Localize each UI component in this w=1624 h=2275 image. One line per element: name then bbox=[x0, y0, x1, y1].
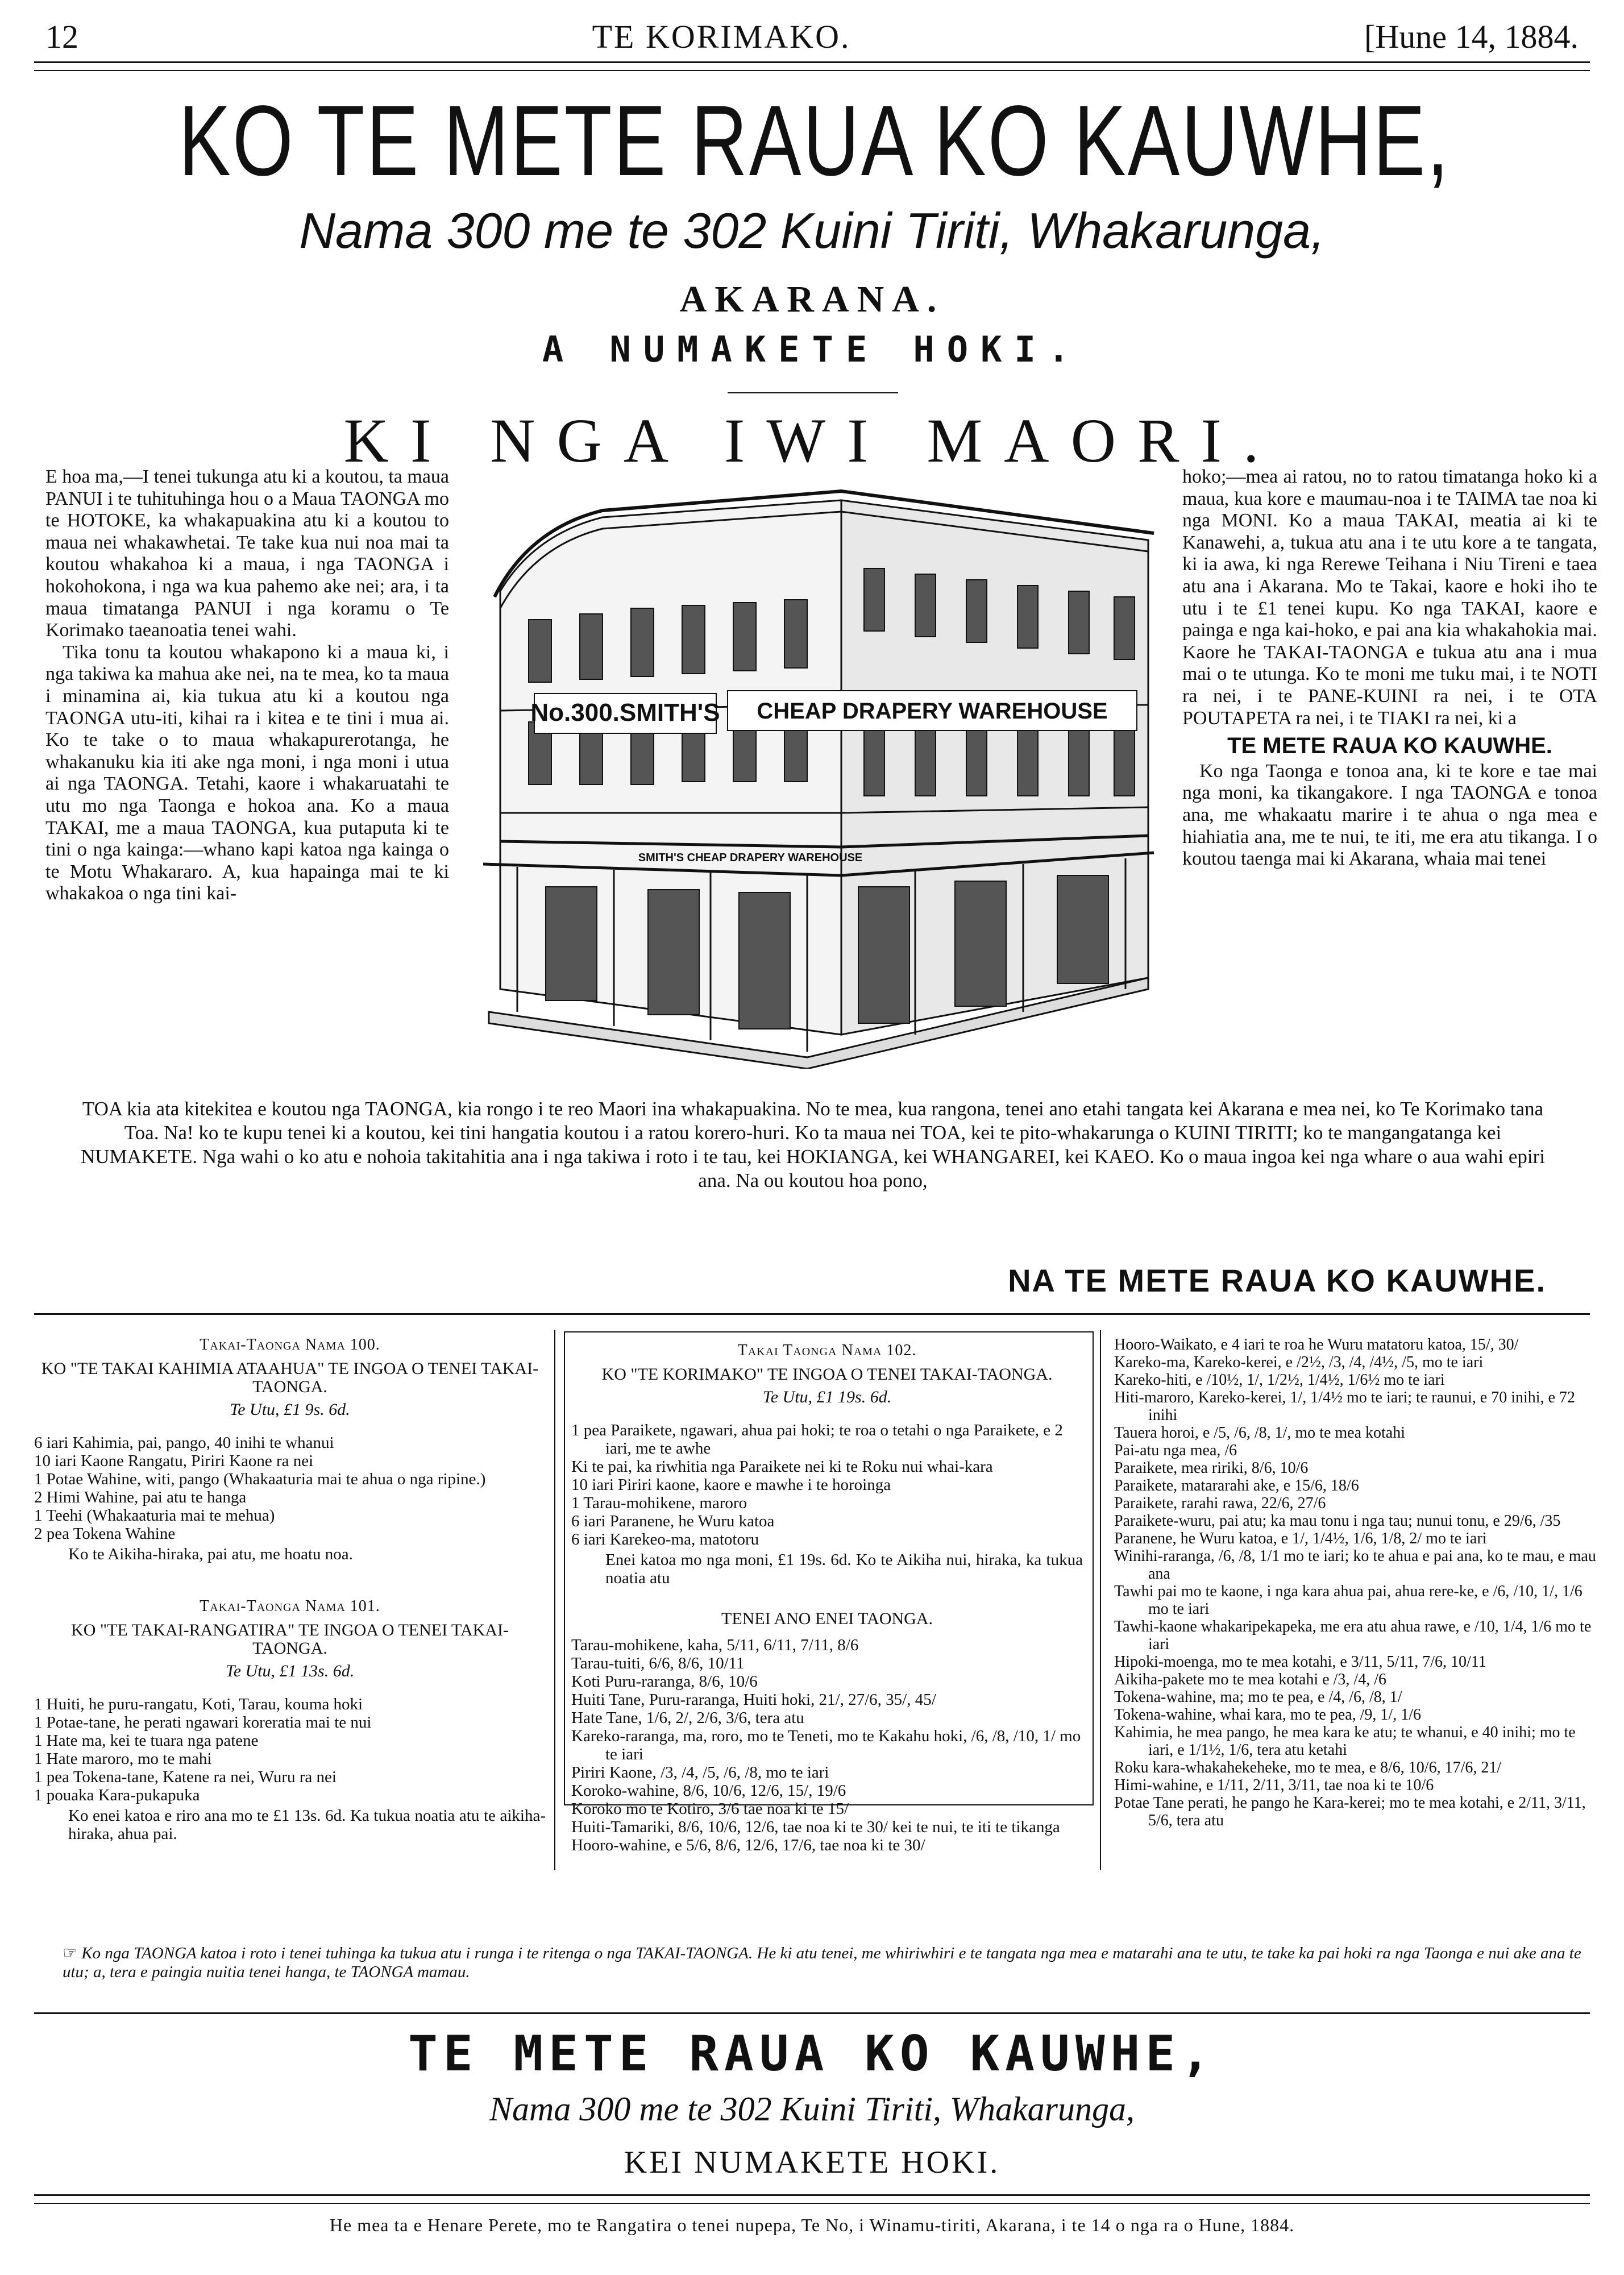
parcel-price: Te Utu, £1 9s. 6d. bbox=[230, 1400, 350, 1419]
column-rule bbox=[1100, 1330, 1101, 1870]
parcel-note: Ko te Aikiha-hiraka, pai atu, me hoatu noa. bbox=[68, 1545, 353, 1563]
list-item: 1 pea Paraikete, ngawari, ahua pai hoki; te roa o tetahi o nga Paraikete, e 2 iari, me te awhe bbox=[571, 1421, 1063, 1458]
imprint-rule bbox=[34, 2194, 1590, 2204]
pointing-hand-icon: ☞ bbox=[63, 1944, 82, 1962]
list-item: 1 Hate maroro, mo te mahi bbox=[34, 1750, 212, 1768]
parcel-number: Takai-Taonga Nama 101. bbox=[200, 1597, 380, 1615]
list-item: Tauera horoi, e /5, /6, /8, 1/, mo te mea kotahi bbox=[1114, 1424, 1406, 1442]
continuation-paragraph: TOA kia ata kitekitea e koutou nga TAONGA, kia rongo i te reo Maori ina whakapuakina. No te mea, kua rangona, tenei ano etahi tangata kei Akarana e mea nei, ko Te Korimako tana Toa. Na! ko te kupu tenei ki a koutou, kei tini hangatia koutou i a ratou korero-huri. Ko ta maua nei TOA, kei te pito-whakarunga o KUINI TIRITI; ko te mangangatanga kei NUMAKETE. Nga wahi o ko atu e nohoia takitahitia ana i nga takiwa i roto i te tau, kei HOKIANGA, kei WHANGAREI, kei KAEO. Ko o maua ingoa kei nga whare o aua wahi epiri ana. Na ou koutou hoa pono, bbox=[80, 1098, 1546, 1192]
list-item: Tarau-mohikene, kaha, 5/11, 6/11, 7/11, 8/6 bbox=[571, 1636, 859, 1654]
list-item: Paranene, he Wuru katoa, e 1/, 1/4½, 1/6, 1/8, 2/ mo te iari bbox=[1114, 1530, 1487, 1547]
list-item: 1 Potae Wahine, witi, pango (Whakaaturia mai te ahua o nga ripine.) bbox=[34, 1470, 486, 1488]
list-item: Tawhi pai mo te kaone, i nga kara ahua pai, ahua rere-ke, e /6, /10, 1/, 1/6 mo te iari bbox=[1114, 1583, 1583, 1618]
list-item: 1 Teehi (Whakaaturia mai te mehua) bbox=[34, 1506, 275, 1525]
list-item: Koroko-wahine, 8/6, 10/6, 12/6, 15/, 19/6 bbox=[571, 1782, 846, 1800]
list-item: Paraikete, rarahi rawa, 22/6, 27/6 bbox=[1114, 1494, 1326, 1512]
footnote bbox=[63, 1944, 1597, 1982]
list-item: 1 pouaka Kara-pukapuka bbox=[34, 1786, 200, 1804]
list-item: 6 iari Karekeo-ma, matotoru bbox=[571, 1530, 759, 1549]
footer-title: TE METE RAUA KO KAUWHE, bbox=[408, 2025, 1216, 2082]
list-item: Koti Puru-raranga, 8/6, 10/6 bbox=[571, 1672, 758, 1691]
left-paragraph: E hoa ma,—I tenei tukunga atu ki a koutou, ta maua PANUI i te tuhituhinga hou o a Maua TAONGA mo te HOTOKE, ka whakapuakina atu ki a koutou to maua nei whakawhetai. Te take kua nui noa mai ta koutou whakahoa ki a maua, i nga TAONGA i hokohokona, i nga wa kua pahemo ake nei; ara, i ta maua timatanga PANUI i nga koramu o Te Korimako taeanoatia tenei wahi. bbox=[45, 466, 450, 641]
other-goods-heading: TENEI ANO ENEI TAONGA. bbox=[721, 1609, 933, 1628]
running-head bbox=[45, 10, 1579, 56]
mid-rule bbox=[34, 1313, 1590, 1315]
issue-date: [Hune 14, 1884. bbox=[1364, 18, 1579, 55]
list-item: 1 Hate ma, kei te tuara nga patene bbox=[34, 1732, 259, 1750]
list-item: Koroko mo te Kotiro, 3/6 tae noa ki te 15/ bbox=[571, 1800, 849, 1818]
left-paragraph: Tika tonu ta koutou whakapono ki a maua ki, i nga takiwa ka mahua ake nei, na te mea, ko ta maua i minamina ai, kia tukua atu ki a koutou nga TAONGA utu-iti, kihai ra i kitea e te tini i mua ai. Ko te take o to maua whakapurerotanga, he whakanuku kia iti ake nga moni, i nga moni i utua ai nga TAONGA. Tetahi, kaore i whakaruatahi te utu mo nga Taonga e hokoa ana. Ko a maua TAKAI, me a maua TAONGA, kua putaputa ki te tini o nga kainga:—whano kapi katoa nga kainga o te Motu Whakararo. A, kua hapainga mai te ki whakakoa o nga tini kai- bbox=[45, 641, 449, 904]
masthead-city: AKARANA. bbox=[679, 279, 945, 320]
lower-sign: SMITH'S CHEAP DRAPERY WAREHOUSE bbox=[638, 852, 863, 864]
parcel-number: Takai-Taonga Nama 100. bbox=[200, 1336, 380, 1354]
list-item: 6 iari Paranene, he Wuru katoa bbox=[571, 1512, 775, 1530]
right-paragraph: Ko nga Taonga e tonoa ana, ki te kore e tae mai nga moni, ka tikangakore. I nga TAONGA e tonoa ana, me whakaatu marire i te ahua o nga mea e hiahiatia ana, me te nui, te iti, me era atu tikanga. I o koutou taenga mai ki Akarana, whaia mai tenei bbox=[1182, 760, 1597, 870]
price-list-right bbox=[1114, 1336, 1603, 1829]
list-item: Kareko-hiti, e /10½, 1/, 1/2½, 1/4½, 1/6½ mo te iari bbox=[1114, 1371, 1445, 1389]
list-item: Huiti-Tamariki, 8/6, 10/6, 12/6, tae noa ki te 30/ kei te nui, te iti te tikanga bbox=[571, 1818, 1060, 1836]
footer-address: Nama 300 me te 302 Kuini Tiriti, Whakarunga, bbox=[489, 2090, 1135, 2128]
parcel-note: Enei katoa mo nga moni, £1 19s. 6d. Ko te Aikiha nui, hiraka, ka tukua noatia atu bbox=[605, 1551, 1083, 1587]
list-item: Huiti Tane, Puru-raranga, Huiti hoki, 21/, 27/6, 35/, 45/ bbox=[571, 1691, 936, 1709]
parcel-list-100 bbox=[34, 1336, 546, 1843]
list-item: Tarau-tuiti, 6/6, 8/6, 10/11 bbox=[571, 1654, 745, 1672]
parcel-price: Te Utu, £1 19s. 6d. bbox=[762, 1388, 892, 1406]
list-item: 6 iari Kahimia, pai, pango, 40 inihi te whanui bbox=[34, 1434, 334, 1452]
list-item: Paraikete, mea ririki, 8/6, 10/6 bbox=[1114, 1459, 1309, 1477]
masthead-address: Nama 300 me te 302 Kuini Tiriti, Whakarunga, bbox=[299, 202, 1325, 259]
parcel-title: KO "TE TAKAI KAHIMIA ATAAHUA" TE INGOA O TENEI TAKAI-TAONGA. bbox=[41, 1359, 539, 1396]
column-rule bbox=[554, 1330, 555, 1870]
list-item: Hooro-Waikato, e 4 iari te roa he Wuru matatoru katoa, 15/, 30/ bbox=[1114, 1336, 1519, 1354]
list-item: Tawhi-kaone whakaripekapeka, me era atu ahua rawe, e /10, 1/4, 1/6 mo te iari bbox=[1114, 1618, 1592, 1653]
list-item: 1 Huiti, he puru-rangatu, Koti, Tarau, kouma hoki bbox=[34, 1695, 363, 1713]
list-item: Paraikete, matararahi ake, e 15/6, 18/6 bbox=[1114, 1477, 1359, 1494]
signature: NA TE METE RAUA KO KAUWHE. bbox=[1008, 1263, 1546, 1298]
list-item: Hiti-maroro, Kareko-kerei, 1/, 1/4½ mo te iari; te raunui, e 70 inihi, e 72 inihi bbox=[1114, 1389, 1575, 1424]
imprint-line: He mea ta e Henare Perete, mo te Rangatira o tenei nupepa, Te No, i Winamu-tiriti, Akarana, i te 14 o nga ra o Hune, 1884. bbox=[329, 2215, 1295, 2235]
list-item: 1 pea Tokena-tane, Katene ra nei, Wuru ra nei bbox=[34, 1768, 337, 1786]
parcel-title: KO "TE KORIMAKO" TE INGOA O TENEI TAKAI-TAONGA. bbox=[601, 1365, 1053, 1384]
warehouse-illustration bbox=[466, 466, 1160, 1069]
left-column bbox=[45, 466, 449, 905]
footer-rule bbox=[34, 2012, 1590, 2014]
parcel-number: Takai Taonga Nama 102. bbox=[737, 1342, 917, 1359]
list-102-box bbox=[564, 1331, 1094, 1805]
parcel-title: KO "TE TAKAI-RANGATIRA" TE INGOA O TENEI TAKAI-TAONGA. bbox=[71, 1621, 509, 1658]
list-item: Potae Tane perati, he pango he Kara-kerei; mo te mea kotahi, e 2/11, 3/11, 5/6, tera atu bbox=[1114, 1794, 1586, 1829]
footnote-text: Ko nga TAONGA katoa i roto i tenei tuhinga ka tukua atu i runga i te ritenga o nga TAKAI-TAONGA. He ki atu tenei, me whiriwhiri e te tangata nga mea e matarahi ana te utu, te take ka pai hoki ra nga Taonga e nui ake ana te utu; a, tera e paingia nuitia tenei hanga, te TAONGA mamau. bbox=[63, 1944, 1581, 1981]
list-item: Hooro-wahine, e 5/6, 8/6, 12/6, 17/6, tae noa ki te 30/ bbox=[571, 1836, 925, 1854]
list-item: Paraikete-wuru, pai atu; ka mau tonu i nga tau; nunui tonu, e 29/6, /35 bbox=[1114, 1512, 1561, 1530]
list-item: Aikiha-pakete mo te mea kotahi e /3, /4, /6 bbox=[1114, 1671, 1386, 1688]
list-item: Hate Tane, 1/6, 2/, 2/6, 3/6, tera atu bbox=[571, 1709, 804, 1727]
list-item: Pai-atu nga mea, /6 bbox=[1114, 1442, 1237, 1459]
list-item: Ki te pai, ka riwhitia nga Paraikete nei ki te Roku nui whai-kara bbox=[571, 1458, 993, 1476]
list-item: Piriri Kaone, /3, /4, /5, /6, /8, mo te iari bbox=[571, 1763, 829, 1782]
right-column bbox=[1182, 466, 1597, 870]
list-item: Winihi-raranga, /6, /8, 1/1 mo te iari; ko te ahua e pai ana, ko te mau, e mau ana bbox=[1114, 1547, 1596, 1583]
list-item: 10 iari Kaone Rangatu, Piriri Kaone ra nei bbox=[34, 1452, 314, 1470]
side-sign: CHEAP DRAPERY WAREHOUSE bbox=[757, 699, 1108, 724]
footer-branch: KEI NUMAKETE HOKI. bbox=[624, 2145, 1000, 2180]
list-item: 1 Tarau-mohikene, maroro bbox=[571, 1494, 747, 1512]
top-rule bbox=[34, 61, 1590, 71]
list-item: 2 Himi Wahine, pai atu te hanga bbox=[34, 1488, 247, 1506]
list-item: Tokena-wahine, ma; mo te pea, e /4, /6, /8, 1/ bbox=[1114, 1688, 1402, 1706]
right-paragraph: hoko;—mea ai ratou, no to ratou timatanga hoko ki a maua, kua kore e maumau-noa i te TAIMA tae noa ki nga MONI. Ko a maua TAKAI, meatia ai ki te Kanawehi, a, tukua atu ana i te utu kore a te tangata, ki ia awa, ki nga Rerewe Teihana i Niu Tireni e taea atu ana i Akarana. Mo te Takai, kaore e hoki iho te utu i te £1 tenei kupu. Ko nga TAKAI, kaore e painga e nga kai-hoko, e pai ana kia whakahokia mai. Kaore he TAKAI-TAONGA e tukua atu ana i mua mai o te utunga. Ko te moni me tuku mai, i te NOTI ra nei, i te PANE-KUINI ra nei, i te OTA POUTAPETA ra nei, i te TIAKI ra nei, ki a bbox=[1182, 466, 1597, 729]
page-number: 12 bbox=[45, 18, 78, 55]
right-column-heading: TE METE RAUA KO KAUWHE. bbox=[1227, 733, 1552, 759]
list-item: Roku kara-whakahekeheke, mo te mea, e 8/6, 10/6, 17/6, 21/ bbox=[1114, 1759, 1502, 1776]
parcel-price: Te Utu, £1 13s. 6d. bbox=[225, 1662, 355, 1680]
list-item: Tokena-wahine, whai kara, mo te pea, /9, 1/, 1/6 bbox=[1114, 1706, 1421, 1724]
article-heading: KI NGA IWI MAORI. bbox=[343, 406, 1281, 475]
masthead-branch: A NUMAKETE HOKI. bbox=[542, 329, 1082, 370]
list-item: 10 iari Piriri kaone, kaore e mawhe i te horoinga bbox=[571, 1476, 891, 1494]
list-item: Kahimia, he mea pango, he mea kara ke atu; te whanui, e 40 inihi; mo te iari, e 1/1½, 1/6, tera atu ketahi bbox=[1114, 1724, 1576, 1759]
corner-sign: No.300.SMITH'S bbox=[530, 699, 720, 726]
short-rule bbox=[728, 392, 898, 393]
list-item: Himi-wahine, e 1/11, 2/11, 3/11, tae noa ki te 10/6 bbox=[1114, 1776, 1434, 1794]
parcel-note: Ko enei katoa e riro ana mo te £1 13s. 6d. Ka tukua noatia atu te aikiha-hiraka, ahua pai. bbox=[68, 1807, 546, 1843]
list-item: Kareko-ma, Kareko-kerei, e /2½, /3, /4, /4½, /5, mo te iari bbox=[1114, 1354, 1484, 1371]
list-item: 1 Potae-tane, he perati ngawari koreratia mai te nui bbox=[34, 1713, 372, 1732]
newspaper-title: TE KORIMAKO. bbox=[592, 18, 851, 55]
masthead-title: KO TE METE RAUA KO KAUWHE, bbox=[178, 85, 1451, 197]
list-item: Hipoki-moenga, mo te mea kotahi, e 3/11, 5/11, 7/6, 10/11 bbox=[1114, 1653, 1486, 1671]
list-item: Kareko-raranga, ma, roro, mo te Teneti, mo te Kakahu hoki, /6, /8, /10, 1/ mo te iari bbox=[571, 1727, 1081, 1763]
list-item: 2 pea Tokena Wahine bbox=[34, 1525, 176, 1543]
